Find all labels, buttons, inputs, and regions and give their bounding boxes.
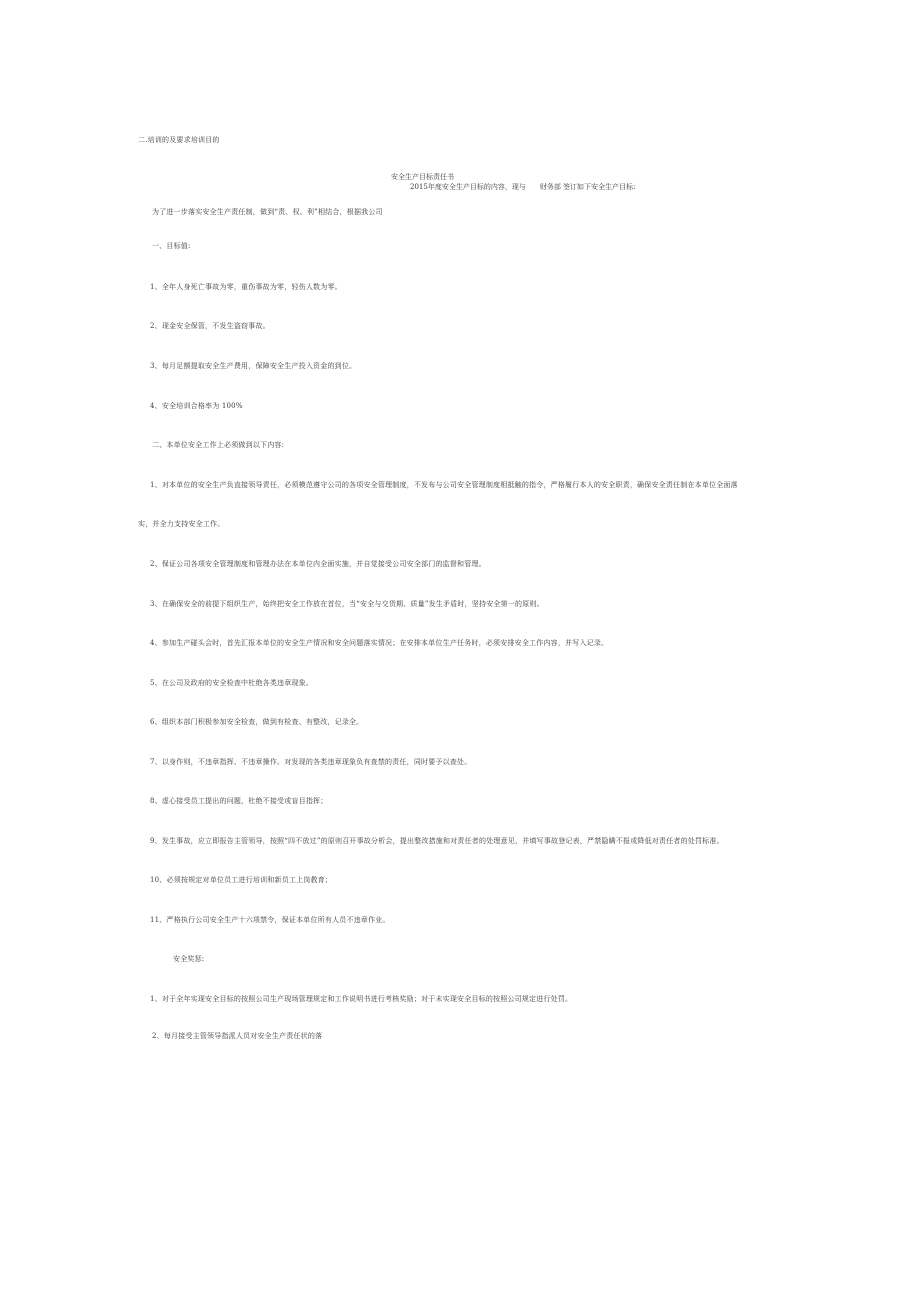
section-1-item: 4、安全培训合格率为 100%: [150, 402, 243, 410]
section-2-item-1-line-2: 实，并全力支持安全工作。: [138, 520, 225, 528]
section-2-item-1-line-1: 1、对本单位的安全生产负直接领导责任，必须模范遵守公司的各项安全管理制度，不发布与公司安全管理制度相抵触的指令，严格履行本人的安全职责，确保安全责任制在本单位全面落: [150, 481, 738, 489]
section-2-item: 9、发生事故，应立即报告主管领导，按照“四不放过”的原则召开事故分析会，提出整改措施和对责任者的处理意见，并填写事故登记表，严禁隐瞒不报或降低对责任者的处罚标准。: [150, 837, 724, 845]
section-2-item: 6、组织本部门积极参加安全检查，做到有检查、有整改，记录全。: [150, 718, 364, 726]
header-note: 二.培训的及要求培训目的: [138, 136, 220, 144]
section-3-item: 1、对于全年实现安全目标的按照公司生产现场管理规定和工作说明书进行考核奖励；对于未实现安全目标的按照公司规定进行处罚。: [150, 995, 573, 1003]
intro-lead-in: 为了进一步落实安全生产责任制，做到“责、权、利”相结合，根据我公司: [152, 208, 383, 216]
section-1-item: 1、全年人身死亡事故为零，重伤事故为零，轻伤人数为零。: [150, 283, 342, 291]
section-2-item: 8、虚心接受员工提出的问题，杜绝不接受或盲目指挥；: [150, 797, 328, 805]
section-2-item: 3、在确保安全的前提下组织生产，始终把安全工作放在首位，当“安全与交货期、质量”发生矛盾时，坚持安全第一的原则。: [150, 600, 544, 608]
department-name: 财务部: [539, 183, 561, 191]
section-2-heading: 二、本单位安全工作上必须做到以下内容:: [152, 441, 285, 449]
section-3-heading: 安全奖惩:: [173, 955, 205, 963]
section-2-item: 10、必须按规定对单位员工进行培训和新员工上岗教育；: [150, 876, 333, 884]
intro-sign-text: 签订如下安全生产目标:: [563, 183, 636, 191]
section-2-item: 5、在公司及政府的安全检查中杜绝各类违章现象。: [150, 679, 314, 687]
section-1-item: 3、每月足额提取安全生产费用，保障安全生产投入资金的到位。: [150, 362, 357, 370]
section-3-item: 2、每月接受主管领导指派人员对安全生产责任状的落: [152, 1032, 323, 1040]
section-2-item: 4、参加生产碰头会时，首先汇报本单位的安全生产情况和安全问题落实情况；在安排本单位生产任务时，必须安排安全工作内容，并写入记录。: [150, 639, 609, 647]
section-2-item: 7、以身作则，不违章指挥、不违章操作。对发现的各类违章现象负有查禁的责任，同时要予以查处。: [150, 758, 472, 766]
section-1-heading: 一、目标值:: [152, 242, 191, 250]
intro-row: [410, 183, 635, 192]
section-2-item: 2、保证公司各项安全管理制度和管理办法在本单位内全面实施，并自觉接受公司安全部门的监督和管理。: [150, 560, 486, 568]
document-title: 安全生产目标责任书: [391, 173, 454, 181]
section-2-item: 11、严格执行公司安全生产十六项禁令，保证本单位所有人员不违章作业。: [150, 916, 390, 924]
section-1-item: 2、现金安全保管，不发生盗窃事故。: [150, 322, 270, 330]
intro-year-text: 2015年度安全生产目标的内容，现与: [410, 183, 526, 191]
